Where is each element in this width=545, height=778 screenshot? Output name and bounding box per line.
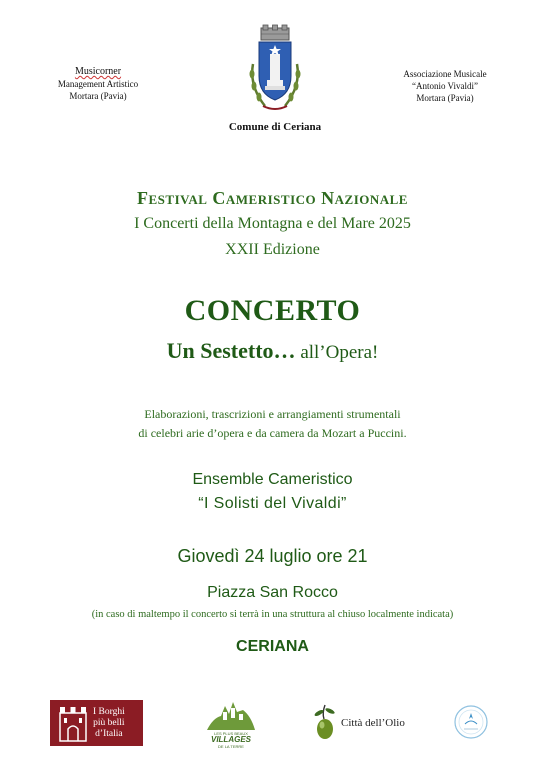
organizer-right-line3: Mortara (Pavia) (416, 93, 474, 103)
concert-title-part-b: all’Opera! (295, 342, 379, 363)
festival-title: Festival Cameristico Nazionale (137, 188, 408, 208)
castle-icon (56, 703, 90, 743)
ensemble-line2: “I Solisti del Vivaldi” (198, 495, 347, 512)
festival-edition: XXII Edizione (225, 241, 320, 258)
olive-icon (312, 703, 338, 743)
organizer-right-line1: Associazione Musicale (403, 69, 487, 79)
description (0, 405, 545, 443)
organizer-right (385, 68, 505, 104)
village-icon (203, 694, 259, 734)
event-date: Giovedì 24 luglio ore 21 (177, 546, 368, 566)
crest-icon (243, 24, 307, 116)
description-line1: Elaborazioni, trascrizioni e arrangiamenti strumentali (144, 407, 401, 421)
logo-villages (203, 694, 259, 750)
villages-line3: DE LA TERRE (218, 744, 244, 749)
event-venue: Piazza San Rocco (207, 584, 338, 601)
emblem-icon (453, 704, 489, 740)
borghi-line2: più belli (93, 717, 125, 728)
concert-title-part-a: Un Sestetto… (166, 338, 296, 363)
villages-line1: LES PLUS BEAUX (214, 731, 248, 736)
logo-round-emblem (453, 704, 489, 740)
comune-crest (243, 24, 307, 116)
borghi-text (93, 707, 125, 740)
logo-citta-olio (312, 702, 412, 744)
event-town: CERIANA (236, 638, 309, 655)
villages-line2: VILLAGES (210, 735, 251, 744)
organizer-right-line2: “Antonio Vivaldi” (411, 81, 479, 91)
borghi-line3: d’Italia (95, 728, 123, 739)
concert-title (0, 338, 545, 364)
festival-subtitle: I Concerti della Montagna e del Mare 2025 (134, 215, 411, 232)
organizer-left-role: Management Artistico (57, 79, 139, 89)
description-line2: di celebri arie d’opera e da camera da Mozart a Puccini. (138, 426, 407, 440)
organizer-left (48, 66, 148, 102)
ensemble-line1: Ensemble Cameristico (192, 471, 353, 488)
crest-caption: Comune di Ceriana (228, 121, 322, 133)
ensemble (0, 468, 545, 516)
organizer-left-city: Mortara (Pavia) (69, 91, 127, 101)
olio-label: Città dell’Olio (341, 717, 405, 729)
event-note: (in caso di maltempo il concerto si terrà in una struttura al chiuso localmente indicata) (91, 609, 454, 620)
borghi-line1: I Borghi (93, 706, 125, 717)
organizer-left-name: Musicorner (74, 66, 122, 77)
concert-heading: CONCERTO (184, 294, 361, 327)
logo-borghi (50, 700, 143, 746)
